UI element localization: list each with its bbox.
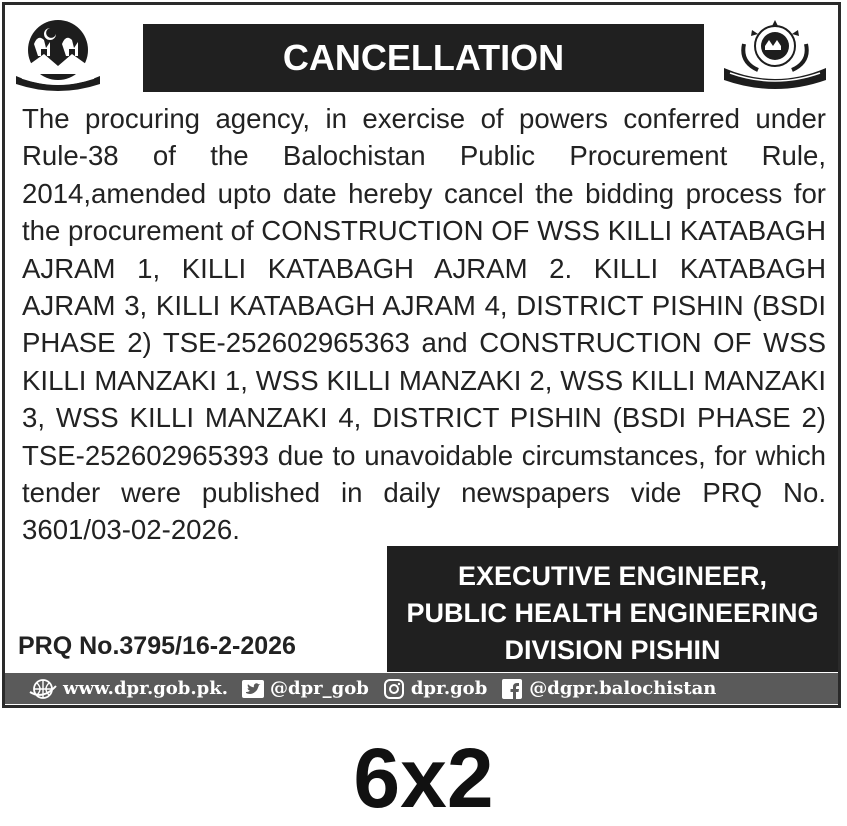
instagram-icon <box>383 679 405 699</box>
signatory-box <box>387 546 838 672</box>
globe-icon <box>29 678 57 700</box>
prq-reference: PRQ No.3795/16-2-2026 <box>18 632 296 660</box>
notice-title-bar <box>143 24 704 92</box>
website-text: www.dpr.gob.pk. <box>63 678 228 699</box>
signatory-department: PUBLIC HEALTH ENGINEERING <box>406 598 819 628</box>
twitter-handle: @dpr_gob <box>269 678 369 699</box>
balochistan-government-logo <box>12 14 104 96</box>
footer-website[interactable] <box>29 678 228 700</box>
instagram-handle: dpr.gob <box>410 678 488 699</box>
contact-footer <box>5 673 838 704</box>
footer-twitter[interactable] <box>242 678 369 699</box>
facebook-handle: @dgpr.balochistan <box>529 678 717 699</box>
ad-size-label: 6x2 <box>353 731 494 825</box>
footer-instagram[interactable] <box>383 678 487 699</box>
footer-facebook[interactable] <box>501 678 716 699</box>
signatory-division: DIVISION PISHIN <box>504 635 721 665</box>
signatory-title: EXECUTIVE ENGINEER, <box>457 561 768 591</box>
notice-title: CANCELLATION <box>282 37 565 78</box>
twitter-icon <box>242 680 264 698</box>
facebook-icon <box>501 679 523 699</box>
dgpr-balochistan-logo <box>718 16 832 96</box>
notice-body: The procuring agency, in exercise of powers conferred under Rule-38 of the Balochistan Public Procurement Rule, 2014,amended upto date hereby cancel the bidding process for the procurement of CONSTRUCTION OF WSS KILLI KATABAGH AJRAM 1, KILLI KATABAGH AJRAM 2. KILLI KATABAGH AJRAM 3, KILLI KATABAGH AJRAM 4, DISTRICT PISHIN (BSDI PHASE 2) TSE-252602965363 and CONSTRUCTION OF WSS KILLI MANZAKI 1, WSS KILLI MANZAKI 2, WSS KILLI MANZAKI 3, WSS KILLI MANZAKI 4, DISTRICT PISHIN (BSDI PHASE 2) TSE-252602965393 due to unavoidable circumstances, for which tender were published in daily newspapers vide PRQ No. 3601/03-02-2026. <box>22 103 826 546</box>
